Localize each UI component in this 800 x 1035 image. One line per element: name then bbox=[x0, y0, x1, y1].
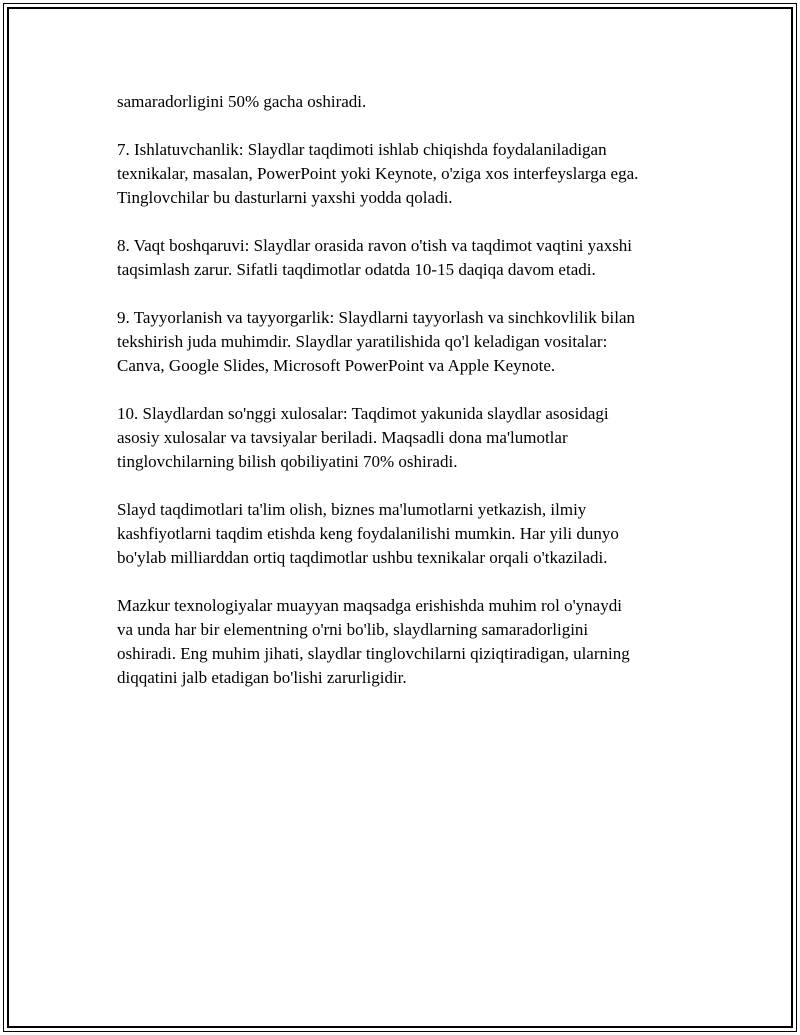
paragraph-item-8: 8. Vaqt boshqaruvi: Slaydlar orasida ravon o'tish va taqdimot vaqtini yaxshi taqsimlash zarur. Sifatli taqdimotlar odatda 10-15 daqiqa davom etadi. bbox=[117, 236, 633, 279]
paragraph-summary: Slayd taqdimotlari ta'lim olish, biznes ma'lumotlarni yetkazish, ilmiy kashfiyotlarni taqdim etishda keng foydalanilishi mumkin. Har yili dunyo bo'ylab milliarddan ortiq taqdimotlar ushbu texnikalar orqali o'tkaziladi. bbox=[117, 500, 619, 567]
paragraph-item-9: 9. Tayyorlanish va tayyorgarlik: Slaydlarni tayyorlash va sinchkovlilik bilan tekshirish juda muhimdir. Slaydlar yaratilishida qo'l keladigan vositalar: Canva, Google Slides, Microsoft PowerPoint va Apple Keynote. bbox=[117, 308, 636, 375]
paragraph-continuation: samaradorligini 50% gacha oshiradi. bbox=[117, 92, 367, 111]
paragraph-item-10: 10. Slaydlardan so'nggi xulosalar: Taqdimot yakunida slaydlar asosidagi asosiy xulosalar va tavsiyalar beriladi. Maqsadli dona ma'lumotlar tinglovchilarning bilish qobiliyatini 70% oshiradi. bbox=[117, 404, 609, 471]
paragraph-conclusion: Mazkur texnologiyalar muayyan maqsadga erishishda muhim rol o'ynaydi va unda har bir elementning o'rni bo'lib, slaydlarning samaradorligini oshiradi. Eng muhim jihati, slaydlar tinglovchilarni qiziqtiradigan, ularning diqqatini jalb etadigan bo'lishi zarurligidir. bbox=[117, 596, 630, 687]
paragraph-item-7: 7. Ishlatuvchanlik: Slaydlar taqdimoti ishlab chiqishda foydalaniladigan texnikalar, masalan, PowerPoint yoki Keynote, o'ziga xos interfeyslarga ega. Tinglovchilar bu dasturlarni yaxshi yodda qoladi. bbox=[117, 140, 639, 207]
document-body bbox=[117, 90, 697, 714]
